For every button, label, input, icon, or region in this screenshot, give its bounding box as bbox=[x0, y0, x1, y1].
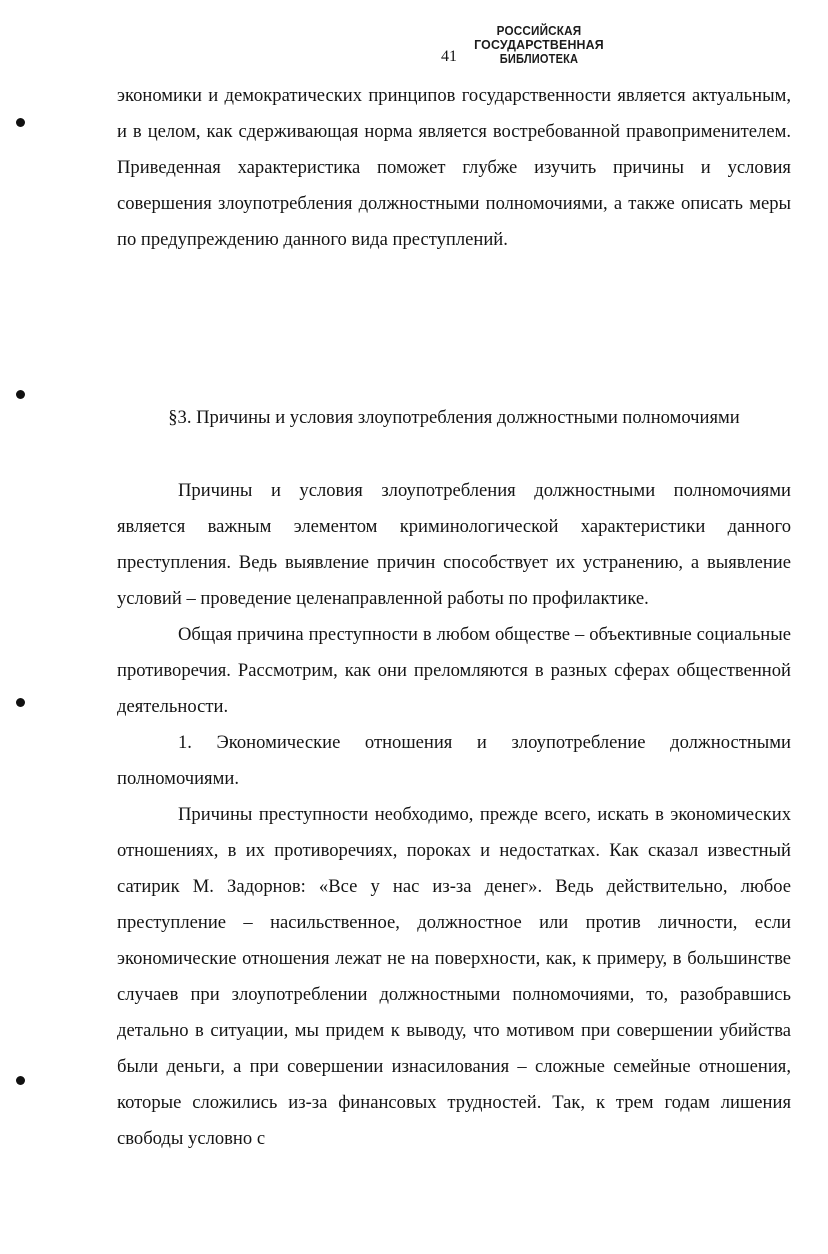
list-item-heading: 1. Экономические отношения и злоупотребление должностными полномочиями. bbox=[117, 732, 791, 789]
paragraph: Общая причина преступности в любом обществе – объективные социальные противоречия. Рассмотрим, как они преломляются в разных сферах общественной деятельности. bbox=[117, 624, 791, 717]
binder-hole-mark bbox=[16, 118, 25, 127]
paragraph: Причины и условия злоупотребления должностными полномочиями является важным элементом криминологической характеристики данного преступления. Ведь выявление причин способствует их устранению, а выявление условий – проведение целенаправленной работы по профилактике. bbox=[117, 480, 791, 609]
library-stamp bbox=[464, 24, 614, 66]
section-body bbox=[117, 473, 791, 1157]
stamp-line: БИБЛИОТЕКА bbox=[499, 51, 579, 66]
continued-paragraph-block bbox=[117, 78, 791, 258]
paragraph: экономики и демократических принципов государственности является актуальным, и в целом, как сдерживающая норма является востребованной правоприменителем. Приведенная характеристика поможет глубже изучить причины и условия совершения злоупотребления должностными полномочиями, а также описать меры по предупреждению данного вида преступлений. bbox=[117, 85, 791, 250]
section-heading: §3. Причины и условия злоупотребления должностными полномочиями bbox=[168, 407, 740, 428]
stamp-line: ГОСУДАРСТВЕННАЯ bbox=[474, 37, 604, 52]
binder-hole-mark bbox=[16, 1076, 25, 1085]
binder-hole-mark bbox=[16, 390, 25, 399]
binder-hole-mark bbox=[16, 698, 25, 707]
page-number: 41 bbox=[441, 48, 457, 65]
stamp-line: РОССИЙСКАЯ bbox=[496, 23, 582, 38]
paragraph: Причины преступности необходимо, прежде всего, искать в экономических отношениях, в их противоречиях, пороках и недостатках. Как сказал известный сатирик М. Задорнов: «Все у нас из-за денег». Ведь действительно, любое преступление – насильственное, должностное или против личности, если экономические отношения лежат не на поверхности, как, к примеру, в большинстве случаев при злоупотреблении должностными полномочиями, то, разобравшись детально в ситуации, мы придем к выводу, что мотивом при совершении убийства были деньги, а при совершении изнасилования – сложные семейные отношения, которые сложились из-за финансовых трудностей. Так, к трем годам лишения свободы условно с bbox=[117, 804, 791, 1149]
